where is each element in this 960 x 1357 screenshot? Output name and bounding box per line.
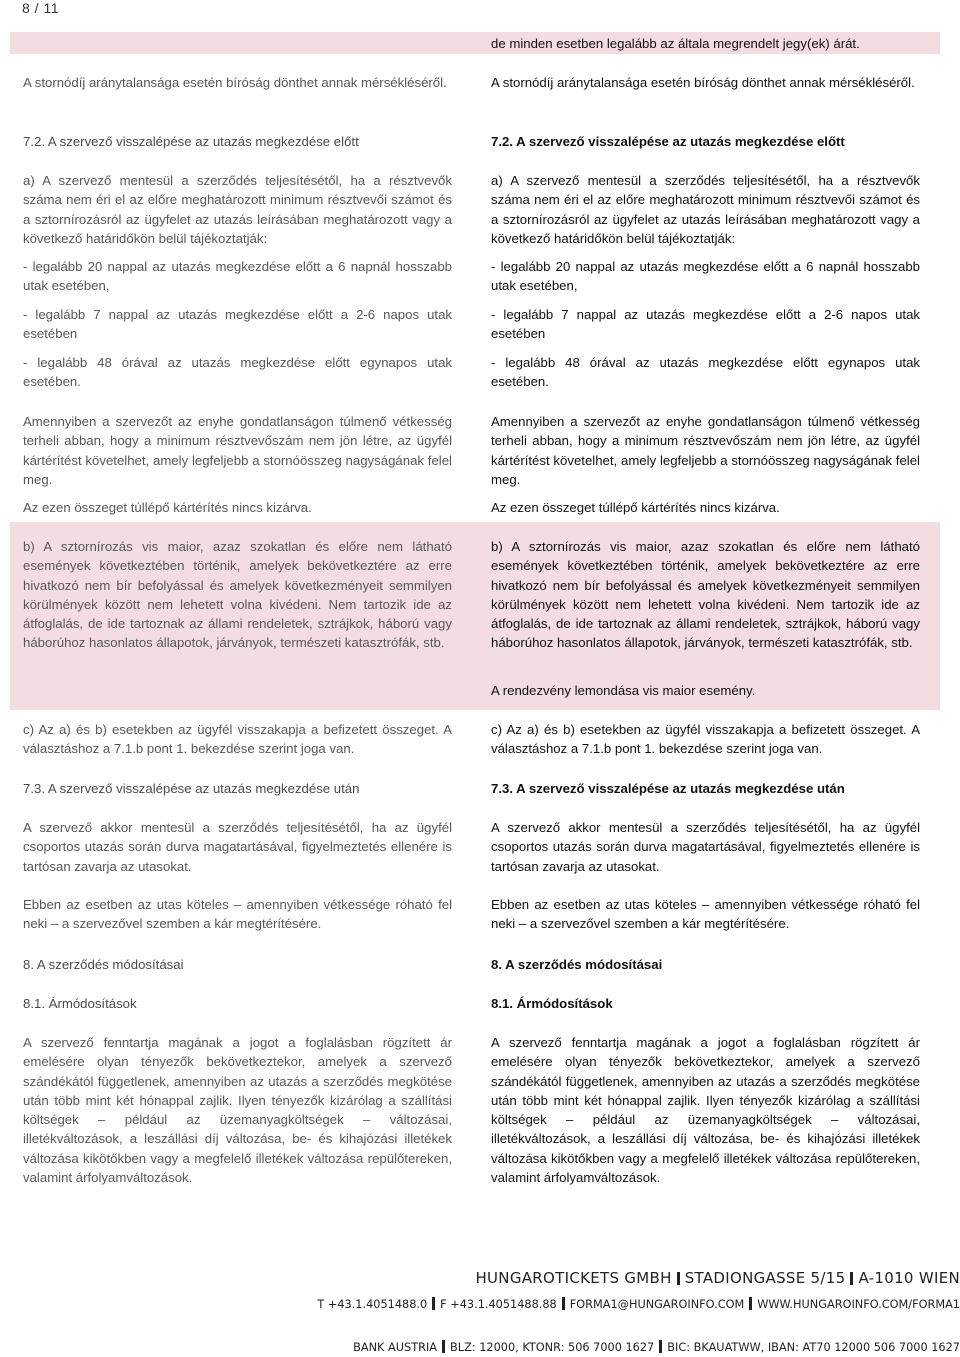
right-paragraph-6: Amennyiben a szervezőt az enyhe gondatlanságon túlmenő vétkesség terheli abban, hogy a minimum résztvevőszám nem jön létre, az ügyfél kártérítést követelhet, amely legfeljebb a stornóösszeg nagyságának felel meg. [491,414,920,487]
right-paragraph-12: A szervező fenntartja magának a jogot a foglalásban rögzített ár emelésére olyan tényezők bekövetkeztekor, amelyek a szervező szándékától függetlenek, amennyiben az utazás a szerződés megkötése után több mint két hónappal zajlik. Ilyen tényezők kizárólag a szállítási költségek – például az üzemanyagköltségek – változásai, illetékváltozások, a leszállási díj változása, be- és kihajózási illetékek változása kikötőkben vagy a megfelelő illetékek változása repülőtereken, valamint árfolyamváltozások. [491,1035,920,1186]
left-paragraph-4: - legalább 7 nappal az utazás megkezdése előtt a 2-6 napos utak esetében [23,307,452,342]
right-paragraph-11: Ebben az esetben az utas köteles – amennyiben vétkessége róható fel neki – a szervezővel szemben a kár megtérítésére. [491,897,920,932]
left-heading-8: 8. A szerződés módosításai [23,957,184,972]
footer-iban: BIC: BKAUATWW, IBAN: AT70 12000 506 7000 1627 [667,1341,960,1354]
footer-blz: BLZ: 12000, KTONR: 506 7000 1627 [450,1341,655,1354]
right-paragraph-10: A szervező akkor mentesül a szerződés teljesítésétől, ha az ügyfél csoportos utazás során durva magatartásával, figyelmeztetés ellenére is tartósan zavarja az utasokat. [491,820,920,874]
left-paragraph-11: Ebben az esetben az utas köteles – amennyiben vétkessége róható fel neki – a szervezővel szemben a kár megtérítésére. [23,897,452,932]
left-heading-8-1: 8.1. Ármódosítások [23,996,137,1011]
right-paragraph-8b: A rendezvény lemondása vis maior esemény. [491,683,756,698]
footer-company-line [475,1269,960,1287]
left-heading-7-2: 7.2. A szervező visszalépése az utazás megkezdése előtt [23,134,359,149]
right-paragraph-9: c) Az a) és b) esetekben az ügyfél visszakapja a befizetett összeget. A választáshoz a 7.1.b pont 1. bekezdése szerint joga van. [491,722,920,757]
footer-separator [749,1297,752,1310]
right-paragraph-0: de minden esetben legalább az általa megrendelt jegy(ek) árát. [491,36,860,51]
left-paragraph-6: Amennyiben a szervezőt az enyhe gondatlanságon túlmenő vétkesség terheli abban, hogy a minimum résztvevőszám nem jön létre, az ügyfél kártérítést követelhet, amely legfeljebb a stornóösszeg nagyságának felel meg. [23,414,452,487]
right-paragraph-5: - legalább 48 órával az utazás megkezdése előtt egynapos utak esetében. [491,355,920,390]
left-paragraph-2: a) A szervező mentesül a szerződés teljesítésétől, ha a résztvevők száma nem éri el az előre meghatározott minimum résztvevői számot és a sztornírozásról az ügyfelet az utazás leírásában meghatározott vagy a következő határidőkön belül tájékoztatják: [23,173,452,246]
right-paragraph-8: b) A sztornírozás vis maior, azaz szokatlan és előre nem látható események következtében történik, amelyek bekövetkeztére az erre hivatkozó nem bír befolyással és amelyek következményeit semmilyen körülmények között nem lehetett volna kivédeni. Nem tartozik ide az átfoglalás, de ide tartoznak az állami rendeletek, sztrájkok, háború vagy háborúhoz hasonlatos állapotok, járványok, természeti katasztrófák, stb. [491,539,920,651]
footer-city: A-1010 WIEN [858,1269,960,1287]
footer-email: FORMA1@HUNGAROINFO.COM [569,1298,745,1311]
footer-contact-line [317,1297,960,1311]
right-paragraph-3: - legalább 20 nappal az utazás megkezdése előtt a 6 napnál hosszabb utak esetében, [491,259,920,294]
footer-street: STADIONGASSE 5/15 [684,1269,846,1287]
footer-website: WWW.HUNGAROINFO.COM/FORMA1 [757,1298,960,1311]
right-heading-8: 8. A szerződés módosításai [491,957,663,972]
footer-separator [562,1297,565,1310]
left-paragraph-10: A szervező akkor mentesül a szerződés teljesítésétől, ha az ügyfél csoportos utazás során durva magatartásával, figyelmeztetés ellenére is tartósan zavarja az utasokat. [23,820,452,874]
left-paragraph-8: b) A sztornírozás vis maior, azaz szokatlan és előre nem látható események következtében történik, amelyek bekövetkeztére az erre hivatkozó nem bír befolyással és amelyek következményeit semmilyen körülmények között nem lehetett volna kivédeni. Nem tartozik ide az átfoglalás, de ide tartoznak az állami rendeletek, sztrájkok, háború vagy háborúhoz hasonlatos állapotok, járványok, természeti katasztrófák, stb. [23,539,452,651]
left-paragraph-3: - legalább 20 nappal az utazás megkezdése előtt a 6 napnál hosszabb utak esetében, [23,259,452,294]
left-heading-7-3: 7.3. A szervező visszalépése az utazás megkezdése után [23,781,360,796]
footer-company-name: HUNGAROTICKETS GMBH [475,1269,672,1287]
left-paragraph-5: - legalább 48 órával az utazás megkezdése előtt egynapos utak esetében. [23,355,452,390]
right-heading-8-1: 8.1. Ármódosítások [491,996,613,1011]
right-paragraph-4: - legalább 7 nappal az utazás megkezdése előtt a 2-6 napos utak esetében [491,307,920,342]
left-paragraph-7: Az ezen összeget túllépő kártérítés nincs kizárva. [23,500,312,515]
right-heading-7-2: 7.2. A szervező visszalépése az utazás megkezdése előtt [491,134,845,149]
footer-phone: T +43.1.4051488.0 [317,1298,428,1311]
footer-separator [677,1272,680,1285]
left-paragraph-1: A stornódíj aránytalansága esetén bíróság dönthet annak mérsékléséről. [23,75,447,90]
footer-separator [850,1272,853,1285]
footer-bank-line [353,1340,960,1354]
footer-separator [442,1340,445,1353]
left-paragraph-9: c) Az a) és b) esetekben az ügyfél visszakapja a befizetett összeget. A választáshoz a 7.1.b pont 1. bekezdése szerint joga van. [23,722,452,757]
footer-separator [432,1297,435,1310]
footer-fax: F +43.1.4051488.88 [440,1298,557,1311]
right-paragraph-2: a) A szervező mentesül a szerződés teljesítésétől, ha a résztvevők száma nem éri el az előre meghatározott minimum résztvevői számot és a sztornírozásról az ügyfelet az utazás leírásában meghatározott vagy a következő határidőkön belül tájékoztatják: [491,173,920,246]
footer-bank: BANK AUSTRIA [353,1341,438,1354]
footer-separator [659,1340,662,1353]
page-number: 8 / 11 [22,0,59,16]
right-heading-7-3: 7.3. A szervező visszalépése az utazás megkezdése után [491,781,845,796]
left-paragraph-12: A szervező fenntartja magának a jogot a foglalásban rögzített ár emelésére olyan tényezők bekövetkeztekor, amelyek a szervező szándékától függetlenek, amennyiben az utazás a szerződés megkötése után több mint két hónappal zajlik. Ilyen tényezők kizárólag a szállítási költségek – például az üzemanyagköltségek – változásai, illetékváltozások, a leszállási díj változása, be- és kihajózási illetékek változása kikötőkben vagy a megfelelő illetékek változása repülőtereken, valamint árfolyamváltozások. [23,1035,452,1186]
right-paragraph-1: A stornódíj aránytalansága esetén bíróság dönthet annak mérsékléséről. [491,75,915,90]
right-paragraph-7: Az ezen összeget túllépő kártérítés nincs kizárva. [491,500,780,515]
